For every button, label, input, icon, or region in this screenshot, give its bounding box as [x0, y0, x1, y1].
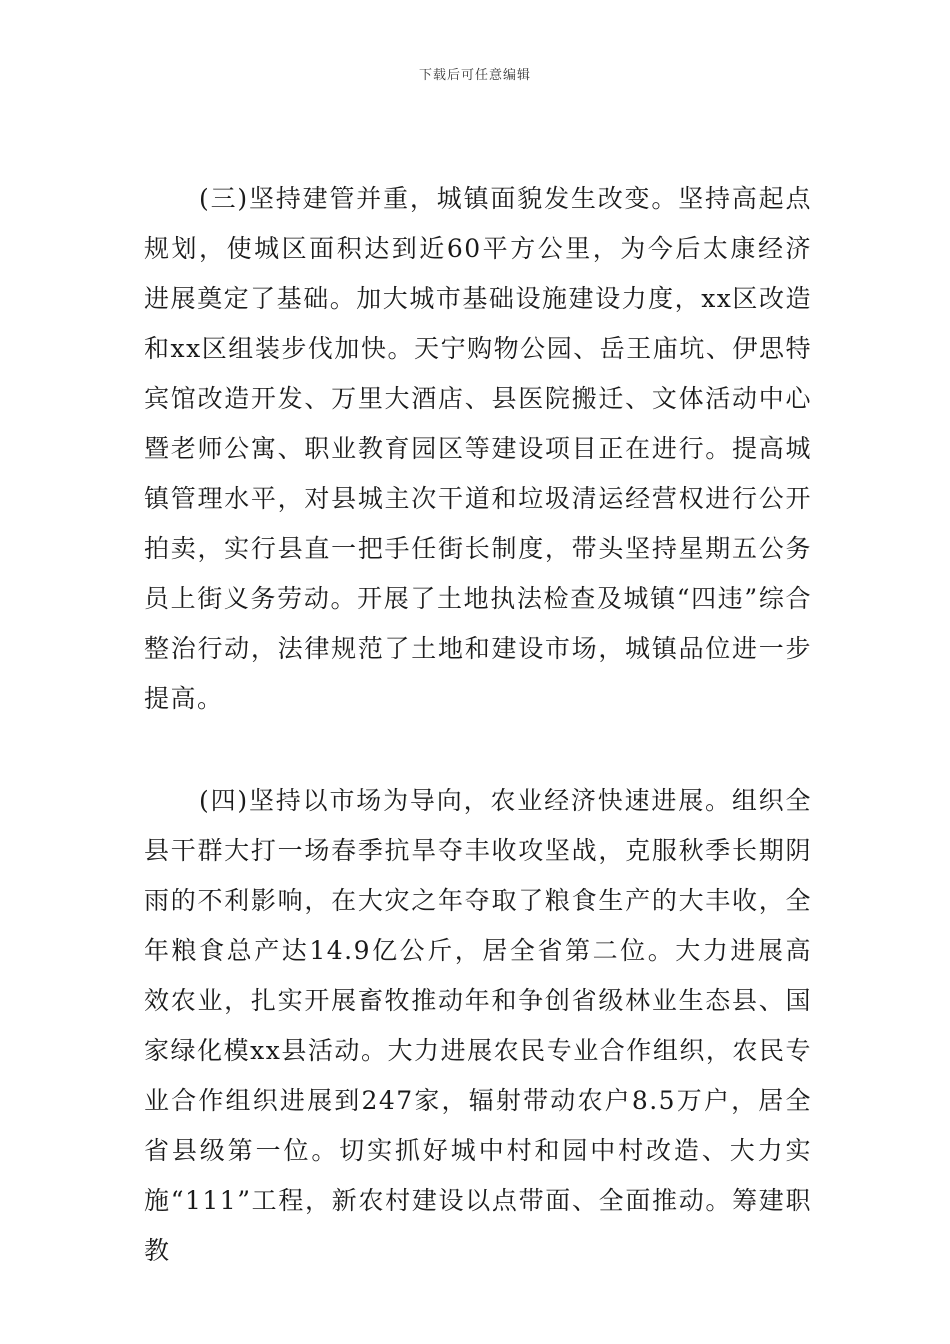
paragraph-4: (四)坚持以市场为导向，农业经济快速进展。组织全县干群大打一场春季抗旱夺丰收攻坚战，克服秋季长期阴雨的不利影响，在大灾之年夺取了粮食生产的大丰收，全年粮食总产达14.9亿公斤，居全省第二位。大力进展高效农业，扎实开展畜牧推动年和争创省级林业生态县、国家绿化模xx县活动。大力进展农民专业合作组织，农民专业合作组织进展到247家，辐射带动农户8.5万户，居全省县级第一位。切实抓好城中村和园中村改造、大力实施“111”工程，新农村建设以点带面、全面推动。筹建职教	[144, 786, 812, 1265]
paragraph-3: (三)坚持建管并重，城镇面貌发生改变。坚持高起点规划，使城区面积达到近60平方公里，为今后太康经济进展奠定了基础。加大城市基础设施建设力度，xx区改造和xx区组装步伐加快。天宁购物公园、岳王庙坑、伊思特宾馆改造开发、万里大酒店、县医院搬迁、文体活动中心暨老师公寓、职业教育园区等建设项目正在进行。提高城镇管理水平，对县城主次干道和垃圾清运经营权进行公开拍卖，实行县直一把手任街长制度，带头坚持星期五公务员上街义务劳动。开展了土地执法检查及城镇“四违”综合整治行动，法律规范了土地和建设市场，城镇品位进一步提高。	[144, 184, 812, 713]
page-header: 下载后可任意编辑	[418, 68, 531, 83]
